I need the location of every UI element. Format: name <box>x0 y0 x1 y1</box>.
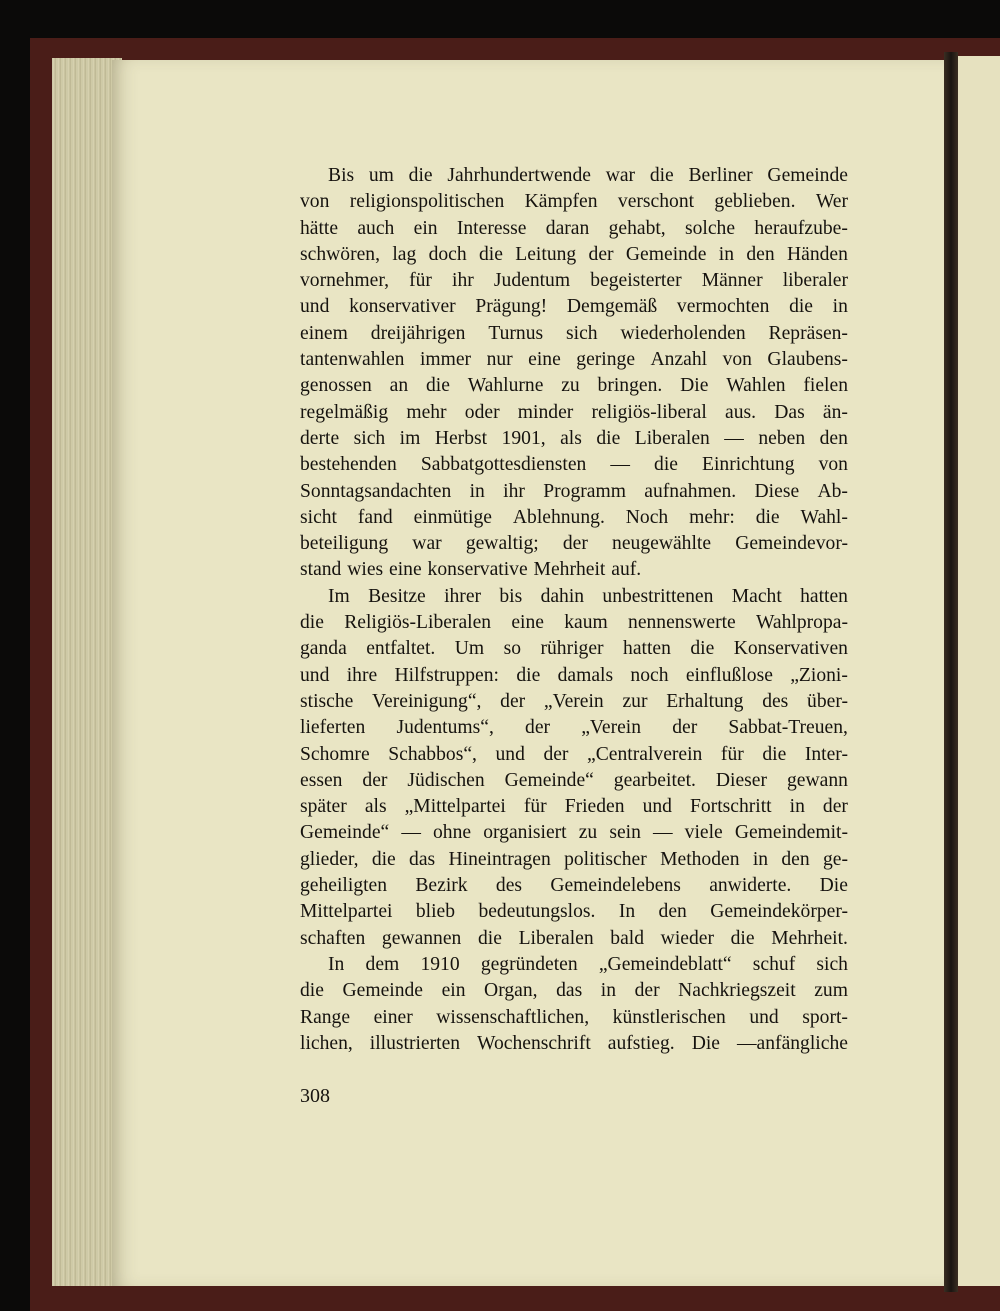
word: kaum <box>564 612 608 634</box>
word: eine <box>511 612 544 634</box>
word: „Gemeindeblatt“ <box>598 953 732 975</box>
word: der <box>822 796 848 818</box>
text-line <box>300 373 848 399</box>
word: Die <box>680 375 709 397</box>
word: Gemeinde“ <box>504 769 594 791</box>
word: hatten <box>800 585 848 607</box>
word: ge- <box>822 848 848 870</box>
word: glieder, <box>300 848 359 870</box>
text-line <box>300 768 848 794</box>
word: der <box>588 243 614 265</box>
word: Demgemäß <box>566 296 658 318</box>
word: ein <box>441 980 466 1002</box>
word: die <box>654 454 678 476</box>
word: sich <box>816 953 848 975</box>
word: wiederholenden <box>620 322 746 344</box>
word: vermochten <box>676 296 770 318</box>
word: Anzahl <box>650 349 708 371</box>
word: solche <box>685 217 736 239</box>
word: das <box>556 980 583 1002</box>
word: Mehrheit. <box>771 927 848 949</box>
word: hatten <box>623 638 671 660</box>
word: als <box>364 796 387 818</box>
word: gewann <box>786 769 848 791</box>
word: den <box>819 427 848 449</box>
word: dahin <box>540 585 585 607</box>
word: die <box>755 506 780 528</box>
word: in <box>752 848 769 870</box>
text-line <box>300 742 848 768</box>
word: Glaubens- <box>767 349 848 371</box>
word: mehr <box>406 401 447 423</box>
text-line <box>300 1031 848 1057</box>
word: der <box>562 533 588 555</box>
word: — <box>724 427 744 449</box>
word: Einrichtung <box>702 454 795 476</box>
word: neugewählte <box>612 533 712 555</box>
word: illustrierten <box>369 1032 461 1054</box>
word: heraufzube- <box>754 217 848 239</box>
text-line <box>300 978 848 1004</box>
word: Prägung! <box>475 296 548 318</box>
text-line <box>300 216 848 242</box>
word: schuf <box>752 953 796 975</box>
page-number: 308 <box>300 1085 330 1107</box>
word: Noch <box>625 506 669 528</box>
word: religiös-liberal <box>591 401 707 423</box>
word: als <box>560 427 582 449</box>
word: Diese <box>754 480 800 502</box>
word: organisiert <box>483 822 567 844</box>
word: Berliner <box>688 165 753 186</box>
word: — <box>610 454 630 476</box>
word: lieferten <box>300 717 366 739</box>
word: Dieser <box>715 769 768 791</box>
word: Interesse <box>456 217 527 239</box>
word: auf. <box>611 559 642 581</box>
word: die <box>479 243 503 265</box>
text-line <box>300 663 848 689</box>
word: immer <box>419 349 472 371</box>
word: Gemeindemit- <box>734 822 848 844</box>
text-line <box>300 505 848 531</box>
word: und <box>749 1006 779 1028</box>
word: Range <box>300 1006 351 1028</box>
word: Die <box>819 875 848 897</box>
word: von <box>818 454 848 476</box>
word: neben <box>758 427 806 449</box>
word: doch <box>428 243 467 265</box>
word: fand <box>357 506 393 528</box>
word: sport- <box>802 1006 848 1028</box>
word: Schabbos“, <box>388 743 477 765</box>
word: auch <box>357 217 395 239</box>
text-line <box>300 268 848 294</box>
word: zum <box>814 980 848 1002</box>
word: politischer <box>564 848 647 870</box>
word: eine <box>389 559 422 581</box>
word: aufstieg. <box>607 1032 675 1054</box>
word: Das <box>774 401 805 423</box>
text-line <box>300 899 848 925</box>
word: minder <box>517 401 574 423</box>
word: Männer <box>701 270 763 292</box>
word: oder <box>464 401 500 423</box>
word: dem <box>365 953 400 975</box>
word: „Zioni- <box>790 664 848 686</box>
word: über- <box>807 690 848 712</box>
word: an <box>389 375 409 397</box>
word: lag <box>392 243 417 265</box>
word: die <box>478 927 502 949</box>
word: die <box>596 427 621 449</box>
word: der <box>672 717 698 739</box>
word: rühriger <box>540 638 604 660</box>
word: der <box>362 769 388 791</box>
word: regelmäßig <box>300 401 389 423</box>
word: Hilfstruppen: <box>394 664 499 686</box>
word: genossen <box>300 375 372 397</box>
word: aufnahmen. <box>644 480 737 502</box>
word: aus. <box>725 401 757 423</box>
word: Methoden <box>660 848 740 870</box>
word: in <box>832 296 848 318</box>
text-line <box>300 294 848 320</box>
word: daran <box>545 217 590 239</box>
word: Wahlpropa- <box>755 612 848 634</box>
word: Gemeinde <box>342 980 424 1002</box>
word: die <box>690 638 715 660</box>
word: die <box>300 612 324 634</box>
text-line <box>300 163 848 189</box>
word: geheiligten <box>300 875 388 897</box>
word: und <box>300 296 330 318</box>
word: wissenschaftlichen, <box>436 1006 590 1028</box>
word: später <box>300 796 347 818</box>
word: Nachkriegszeit <box>678 980 796 1002</box>
word: nennenswerte <box>628 612 736 634</box>
word: bringen. <box>597 375 663 397</box>
word: Gemeinde“ <box>300 822 390 844</box>
word: bis <box>499 585 523 607</box>
word: ihr <box>503 480 525 502</box>
word: Hineintragen <box>448 848 551 870</box>
word: hätte <box>300 217 339 239</box>
word: zu <box>561 375 580 397</box>
word: so <box>503 638 522 660</box>
word: war <box>605 165 636 186</box>
word: Jüdischen <box>407 769 485 791</box>
word: vornehmer, <box>300 270 389 292</box>
word: tantenwahlen <box>300 349 405 371</box>
text-line <box>300 189 848 215</box>
word: dreijährigen <box>370 322 466 344</box>
word: Ab- <box>817 480 848 502</box>
word: ihrer <box>444 585 482 607</box>
word: Liberalen <box>518 927 594 949</box>
word: Sabbat-Treuen, <box>728 717 848 739</box>
word: zur <box>622 690 648 712</box>
text-line <box>300 584 848 610</box>
text-line <box>300 426 848 452</box>
word: gearbeitet. <box>613 769 696 791</box>
word: konservative <box>427 559 528 581</box>
word: Inter- <box>804 743 848 765</box>
word: viele <box>684 822 723 844</box>
word: „Verein <box>543 690 604 712</box>
word: in <box>718 243 735 265</box>
word: Sonntagsandachten <box>300 480 452 502</box>
word: Händen <box>786 243 848 265</box>
page-body-text <box>300 163 848 1057</box>
word: Bezirk <box>415 875 468 897</box>
word: Judentums“, <box>396 717 494 739</box>
word: stische <box>300 690 354 712</box>
word: Erhaltung <box>666 690 744 712</box>
word: der <box>634 980 660 1002</box>
word: sich <box>353 427 386 449</box>
word: Herbst <box>434 427 488 449</box>
word: das <box>409 848 436 870</box>
word: wies <box>347 559 384 581</box>
word: Turnus <box>488 322 544 344</box>
text-line <box>300 715 848 741</box>
word: war <box>412 533 442 555</box>
word: Ablehnung. <box>512 506 605 528</box>
word: Wahlen <box>726 375 786 397</box>
word: im <box>399 427 421 449</box>
word: Im <box>328 585 350 607</box>
word: und <box>495 743 525 765</box>
word: Sabbatgottesdiensten <box>420 454 587 476</box>
word: unbestrittenen <box>602 585 714 607</box>
word: — <box>652 822 673 844</box>
word: Besitze <box>368 585 426 607</box>
word: Gemeindevor- <box>735 533 848 555</box>
word: essen <box>300 769 343 791</box>
word: Vereinigung“, <box>372 690 482 712</box>
word: Mehrheit <box>533 559 606 581</box>
word: gegründeten <box>480 953 578 975</box>
word: Um <box>454 638 485 660</box>
text-line <box>300 531 848 557</box>
word: die <box>425 375 450 397</box>
word: Schomre <box>300 743 370 765</box>
word: derte <box>300 427 340 449</box>
text-line <box>300 479 848 505</box>
word: 1910 <box>420 953 460 975</box>
word: schaften <box>300 927 366 949</box>
word: nur <box>486 349 513 371</box>
word: Bis <box>328 165 355 186</box>
word: bedeutungslos. <box>478 901 596 923</box>
word: ihre <box>346 664 378 686</box>
text-line <box>300 794 848 820</box>
word: in <box>469 480 485 502</box>
text-line <box>300 926 848 952</box>
word: die <box>516 664 541 686</box>
word: die <box>408 165 433 186</box>
word: schwören, <box>300 243 380 265</box>
word: künstlerischen <box>612 1006 726 1028</box>
text-line <box>300 952 848 978</box>
text-line <box>300 400 848 426</box>
word: geblieben. <box>714 191 796 213</box>
word: 1901, <box>501 427 546 449</box>
word: — <box>401 822 421 844</box>
word: Religiös-Liberalen <box>344 612 492 634</box>
word: des <box>762 690 789 712</box>
word: religionspolitischen <box>349 191 505 213</box>
word: Wahlurne <box>467 375 544 397</box>
word: blieb <box>415 901 456 923</box>
text-line <box>300 452 848 478</box>
word: des <box>495 875 523 897</box>
word: bestehenden <box>300 454 397 476</box>
word: sein <box>609 822 641 844</box>
word: gehabt, <box>608 217 666 239</box>
word: Gemeindelebens <box>550 875 681 897</box>
word: Konservativen <box>733 638 848 660</box>
word: liberaler <box>782 270 848 292</box>
word: einem <box>300 322 348 344</box>
word: in <box>600 980 617 1002</box>
word: Wer <box>815 191 848 213</box>
text-line <box>300 689 848 715</box>
text-line <box>300 321 848 347</box>
word: wieder <box>660 927 714 949</box>
word: fielen <box>803 375 848 397</box>
word: für <box>720 743 744 765</box>
word: Macht <box>731 585 782 607</box>
word: zu <box>578 822 598 844</box>
word: eine <box>528 349 561 371</box>
word: Mittelpartei <box>300 901 393 923</box>
word: die <box>371 848 396 870</box>
word: um <box>368 165 394 186</box>
word: Leitung <box>515 243 577 265</box>
text-line <box>300 820 848 846</box>
word: die <box>649 165 674 186</box>
word: gewannen <box>381 927 462 949</box>
word: der <box>525 717 551 739</box>
word: ohne <box>433 822 472 844</box>
word: einmütige <box>413 506 492 528</box>
word: die <box>730 927 755 949</box>
word: Organ, <box>484 980 538 1002</box>
word: noch <box>630 664 669 686</box>
word: Kämpfen <box>524 191 598 213</box>
word: den <box>658 901 687 923</box>
word: „Verein <box>581 717 642 739</box>
word: „Centralverein <box>587 743 703 765</box>
word: ein <box>413 217 438 239</box>
word: den <box>746 243 775 265</box>
word: In <box>618 901 636 923</box>
word: und <box>300 664 330 686</box>
word: in <box>789 796 805 818</box>
word: Gemeindekörper- <box>710 901 848 923</box>
word: än- <box>822 401 848 423</box>
word: einflußlose <box>685 664 773 686</box>
word: Liberalen <box>634 427 710 449</box>
word: sicht <box>300 506 338 528</box>
word: entfaltet. <box>366 638 436 660</box>
word: damals <box>557 664 614 686</box>
word: anwiderte. <box>709 875 792 897</box>
word: verschont <box>617 191 695 213</box>
word: stand <box>300 559 342 581</box>
word: geringe <box>576 349 636 371</box>
word: der <box>543 743 569 765</box>
word: mehr: <box>689 506 735 528</box>
word: für <box>523 796 547 818</box>
word: Wahl- <box>800 506 848 528</box>
text-line <box>300 1005 848 1031</box>
word: von <box>300 191 330 213</box>
text-line <box>300 636 848 662</box>
word: ihr <box>452 270 474 292</box>
word: Jahrhundertwende <box>447 165 591 186</box>
word: Judentum <box>493 270 571 292</box>
word: die <box>789 296 813 318</box>
word: ganda <box>300 638 347 660</box>
word: begeisterter <box>590 270 682 292</box>
word: Wochenschrift <box>477 1032 591 1054</box>
word: der <box>500 690 526 712</box>
word: von <box>722 349 752 371</box>
word: Gemeinde <box>767 165 848 186</box>
text-line <box>300 873 848 899</box>
word: und <box>642 796 672 818</box>
word: die <box>300 980 324 1002</box>
word: konservativer <box>349 296 456 318</box>
text-line <box>300 610 848 636</box>
text-line <box>300 847 848 873</box>
text-line <box>300 557 848 583</box>
word: lichen, <box>300 1032 353 1054</box>
book-gutter <box>944 52 958 1292</box>
word: für <box>409 270 432 292</box>
word: —anfängliche <box>736 1032 848 1054</box>
word: Die <box>691 1032 720 1054</box>
word: Gemeinde <box>625 243 707 265</box>
word: bald <box>610 927 645 949</box>
word: Fortschritt <box>689 796 772 818</box>
word: In <box>328 953 345 975</box>
word: „Mittelpartei <box>404 796 506 818</box>
word: Frieden <box>564 796 625 818</box>
word: Repräsen- <box>768 322 848 344</box>
text-line <box>300 242 848 268</box>
word: einer <box>373 1006 413 1028</box>
word: Programm <box>543 480 626 502</box>
book-page-right <box>958 56 1000 1286</box>
word: beteiligung <box>300 533 389 555</box>
word: die <box>762 743 787 765</box>
word: sich <box>566 322 598 344</box>
text-line <box>300 347 848 373</box>
word: gewaltig; <box>465 533 539 555</box>
word: den <box>781 848 810 870</box>
